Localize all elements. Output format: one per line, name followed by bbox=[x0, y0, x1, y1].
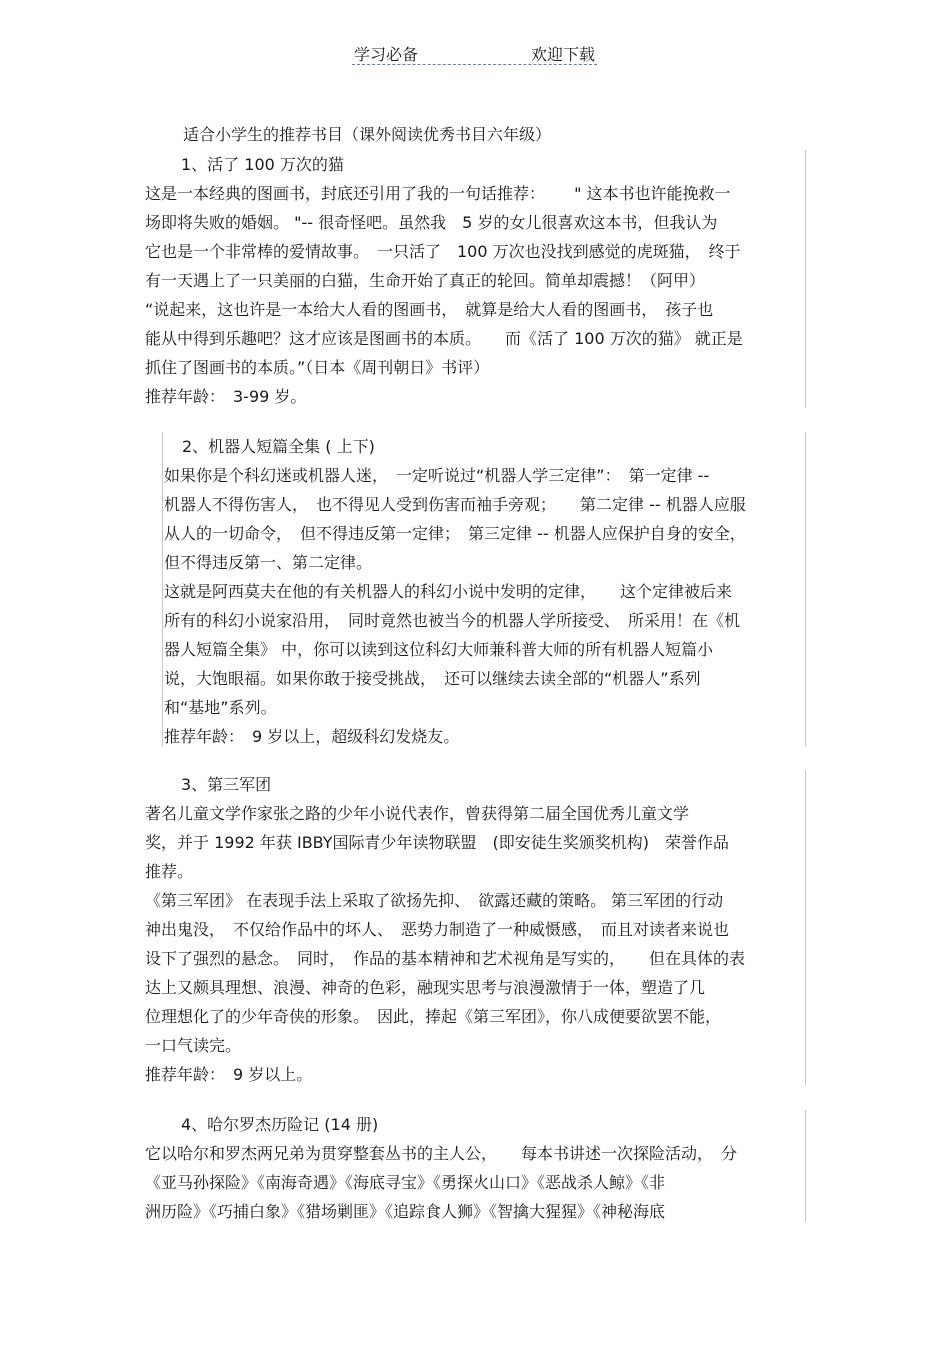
book-title: 1、活了 100 万次的猫 bbox=[181, 155, 344, 174]
margin-rule-4 bbox=[805, 770, 806, 1085]
recommended-age: 推荐年龄： 9 岁以上，超级科幻发烧友。 bbox=[164, 727, 460, 746]
body-line: 著名儿童文学作家张之路的少年小说代表作，曾获得第二届全国优秀儿童文学 bbox=[145, 804, 690, 823]
body-line: 所有的科幻小说家沿用， 同时竟然也被当今的机器人学所接受、 所采用！在《机 bbox=[164, 611, 741, 630]
book-title: 4、哈尔罗杰历险记 (14 册) bbox=[181, 1115, 379, 1134]
book-title: 2、机器人短篇全集 ( 上下) bbox=[182, 437, 375, 456]
body-line: 说，大饱眼福。如果你敢于接受挑战， 还可以继续去读全部的“机器人”系列 bbox=[164, 669, 701, 688]
body-line: 推荐。 bbox=[145, 862, 194, 881]
body-line: 它也是一个非常棒的爱情故事。 一只活了 100 万次也没找到感觉的虎斑猫， 终于 bbox=[145, 242, 741, 261]
body-line: 器人短篇全集》 中，你可以读到这位科幻大师兼科普大师的所有机器人短篇小 bbox=[164, 640, 714, 659]
body-line: 达上又颇具理想、浪漫、神奇的色彩，融现实思考与浪漫激情于一体，塑造了几 bbox=[145, 978, 706, 997]
body-line: 洲历险》《巧捕白象》《猎场剿匪》《追踪食人狮》《智擒大猩猩》《神秘海底 bbox=[145, 1202, 666, 1221]
body-line: 《亚马孙探险》《南海奇遇》《海底寻宝》《勇探火山口》《恶战杀人鲸》《非 bbox=[145, 1173, 666, 1192]
margin-rule-5 bbox=[805, 1110, 806, 1222]
margin-rule-2 bbox=[162, 432, 163, 747]
body-line: 从人的一切命令， 但不得违反第一定律； 第三定律 -- 机器人应保护自身的安全， bbox=[164, 524, 746, 543]
recommended-age: 推荐年龄： 9 岁以上。 bbox=[145, 1065, 313, 1084]
body-line: 位理想化了的少年奇侠的形象。 因此，捧起《第三军团》，你八成便要欲罢不能， bbox=[145, 1007, 722, 1026]
body-line: 场即将失败的婚姻。 "-- 很奇怪吧。虽然我 5 岁的女儿很喜欢这本书，但我认为 bbox=[145, 213, 718, 232]
body-line: 神出鬼没， 不仅给作品中的坏人、 恶势力制造了一种威慑感， 而且对读者来说也 bbox=[145, 920, 730, 939]
body-line: 如果你是个科幻迷或机器人迷， 一定听说过“机器人学三定律”： 第一定律 -- bbox=[164, 466, 710, 485]
body-line: 一口气读完。 bbox=[145, 1036, 242, 1055]
body-line: 这是一本经典的图画书，封底还引用了我的一句话推荐： " 这本书也许能挽救一 bbox=[145, 184, 731, 203]
body-line: 有一天遇上了一只美丽的白猫，生命开始了真正的轮回。简单却震撼！（阿甲） bbox=[145, 271, 706, 290]
body-line: 但不得违反第一、第二定律。 bbox=[164, 553, 373, 572]
body-line: 能从中得到乐趣吧？这才应该是图画书的本质。 而《活了 100 万次的猫》 就正是 bbox=[145, 329, 743, 348]
book-title: 3、第三军团 bbox=[181, 775, 272, 794]
body-line: 这就是阿西莫夫在他的有关机器人的科幻小说中发明的定律， 这个定律被后来 bbox=[164, 582, 733, 601]
body-line: 它以哈尔和罗杰两兄弟为贯穿整套丛书的主人公， 每本书讲述一次探险活动， 分 bbox=[145, 1144, 738, 1163]
header-right-text: 欢迎下载 bbox=[530, 45, 595, 64]
book-section-4 bbox=[145, 1110, 737, 1226]
margin-rule-3 bbox=[805, 432, 806, 747]
page-header bbox=[352, 42, 597, 65]
body-line: 机器人不得伤害人， 也不得见人受到伤害而袖手旁观； 第二定律 -- 机器人应服 bbox=[164, 495, 746, 514]
body-line: “说起来，这也许是一本给大人看的图画书， 就算是给大人看的图画书， 孩子也 bbox=[145, 300, 714, 319]
body-line: 设下了强烈的悬念。 同时， 作品的基本精神和艺术视角是写实的， 但在具体的表 bbox=[145, 949, 746, 968]
book-section-2 bbox=[164, 432, 746, 751]
body-line: 和“基地”系列。 bbox=[164, 698, 277, 717]
body-line: 抓住了图画书的本质。”（日本《周刊朝日》书评） bbox=[145, 358, 490, 377]
book-section-3 bbox=[145, 770, 745, 1089]
margin-rule-1 bbox=[805, 150, 806, 408]
book-section-1 bbox=[145, 150, 743, 411]
recommended-age: 推荐年龄： 3-99 岁。 bbox=[145, 387, 307, 406]
body-line: 奖，并于 1992 年获 IBBY国际青少年读物联盟 (即安徒生奖颁奖机构) 荣誉作品 bbox=[145, 833, 730, 852]
document-title: 适合小学生的推荐书目（课外阅读优秀书目六年级） bbox=[183, 125, 552, 144]
header-left-text: 学习必备 bbox=[354, 45, 419, 64]
body-line: 《第三军团》 在表现手法上采取了欲扬先抑、 欲露还藏的策略。 第三军团的行动 bbox=[145, 891, 724, 910]
